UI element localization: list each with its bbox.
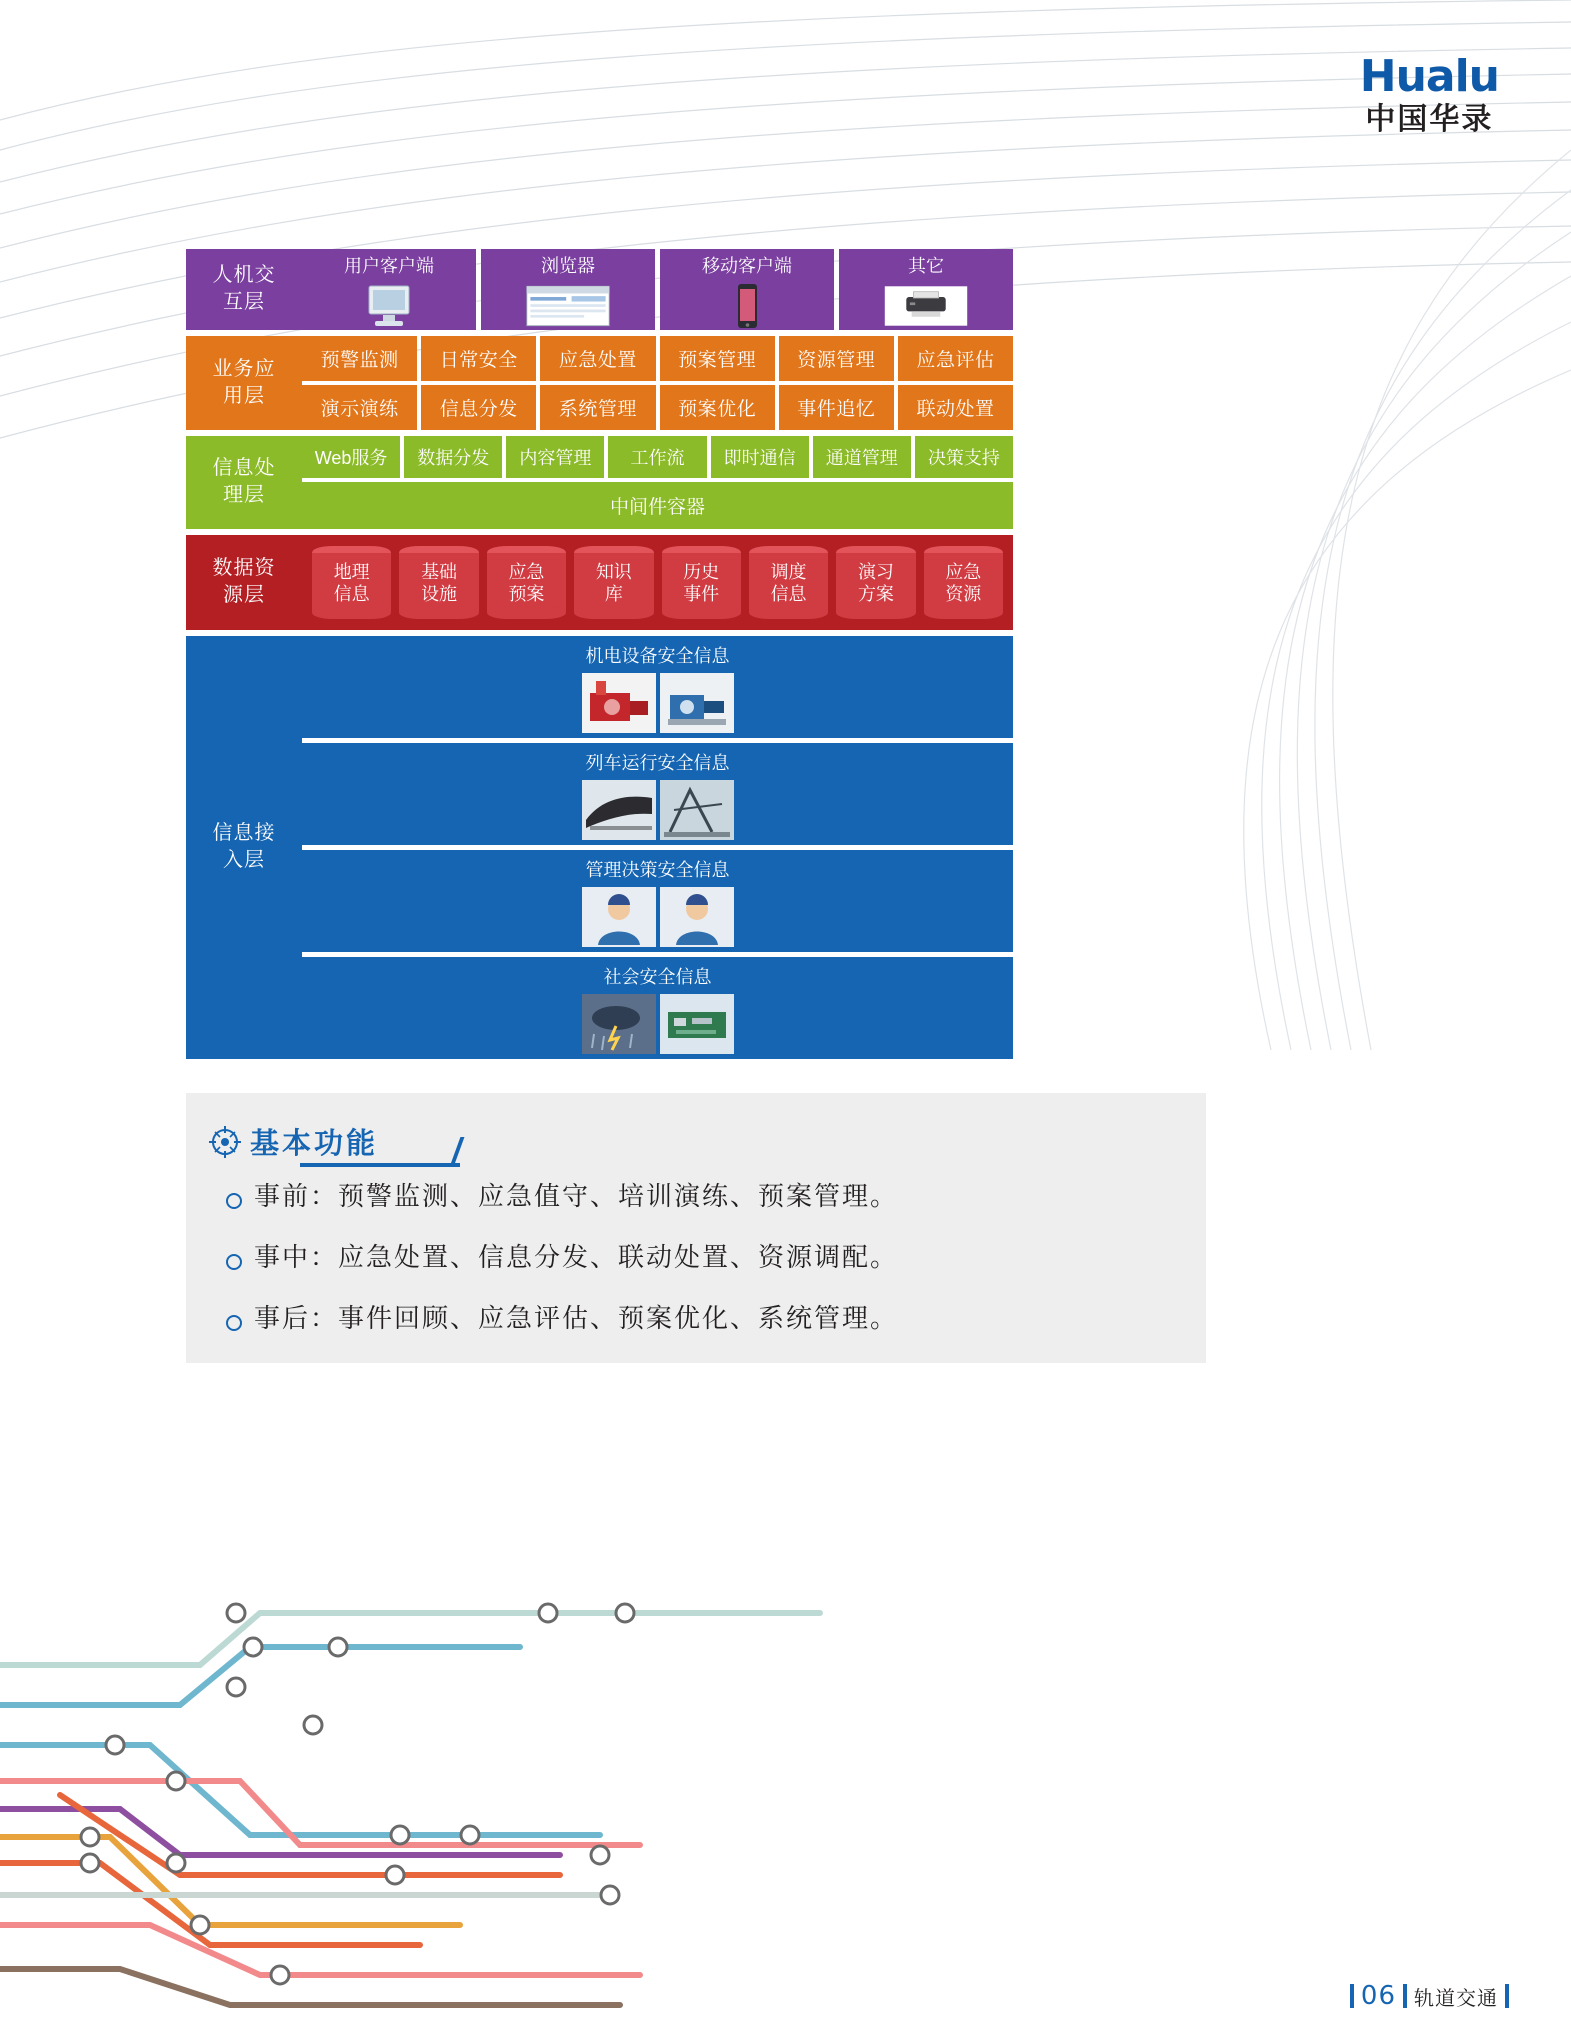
smartphone-icon — [704, 282, 790, 330]
cylinder-bottom — [312, 606, 391, 619]
node-electromechanical-safety-info[interactable] — [302, 636, 1013, 738]
db-label-line: 信息 — [333, 584, 370, 605]
cylinder-body — [312, 553, 391, 612]
bullet-dot-icon — [226, 1193, 242, 1209]
node-instant-messaging[interactable]: 即时通信 — [711, 436, 809, 478]
layer-label-line: 业务应 — [212, 357, 276, 380]
db-infrastructure[interactable] — [399, 546, 478, 619]
page-number: 06 — [1360, 1981, 1396, 2011]
cylinder-bottom — [574, 606, 653, 619]
layer-label-line: 理层 — [223, 484, 265, 507]
db-label-line: 基础 — [421, 561, 458, 582]
footer-bar — [1403, 1984, 1407, 2008]
cylinder-bottom — [924, 606, 1003, 619]
layer-label-line: 信息接 — [212, 822, 276, 845]
layer-label-line: 互层 — [223, 291, 265, 314]
list-item — [226, 1302, 1206, 1336]
cylinder-body — [574, 553, 653, 612]
bullet-text: 事前：预警监测、应急值守、培训演练、预案管理。 — [254, 1181, 899, 1211]
bullet-text: 事中：应急处置、信息分发、联动处置、资源调配。 — [254, 1241, 899, 1272]
panel-title-underline — [300, 1163, 460, 1167]
layer-label-information-processing — [186, 436, 302, 529]
cylinder-body — [487, 553, 566, 612]
node-mobile-client[interactable] — [660, 249, 834, 330]
layer-label-line: 数据资 — [212, 557, 276, 580]
page-footer — [1343, 1981, 1509, 2011]
db-geographic-information[interactable] — [312, 546, 391, 619]
basic-functions-panel — [186, 1093, 1206, 1363]
thumb-group — [582, 780, 734, 845]
node-middleware-container[interactable]: 中间件容器 — [302, 482, 1013, 529]
operator-person-icon — [582, 887, 656, 947]
business-row-2 — [302, 385, 1013, 430]
node-plan-management[interactable]: 预案管理 — [660, 336, 775, 381]
layer-label-information-access — [186, 636, 302, 1059]
db-label-line: 演习 — [857, 561, 894, 582]
node-label: 社会安全信息 — [603, 966, 712, 987]
cylinder-body — [749, 553, 828, 612]
business-row-1 — [302, 336, 1013, 381]
metro-line-decoration — [0, 1595, 840, 2015]
node-label: 其它 — [908, 256, 944, 276]
node-label: 机电设备安全信息 — [585, 645, 730, 666]
db-label-line: 历史 — [683, 561, 720, 582]
list-item — [226, 1180, 1206, 1214]
node-management-decision-safety-info[interactable] — [302, 850, 1013, 952]
bullet-dot-icon — [226, 1315, 242, 1331]
layer-body-information-access — [302, 636, 1013, 1059]
panel-title: 基本功能 — [250, 1128, 379, 1160]
thumb-group — [582, 673, 734, 738]
circuit-board-icon — [660, 994, 734, 1054]
node-content-management[interactable]: 内容管理 — [506, 436, 604, 478]
node-user-client[interactable] — [302, 249, 476, 330]
bullet-dot-icon — [226, 1254, 242, 1270]
db-label-line: 地理 — [333, 561, 370, 582]
layer-label-line: 用层 — [223, 384, 265, 407]
node-demo-drill[interactable]: 演示演练 — [302, 385, 417, 430]
node-channel-management[interactable]: 通道管理 — [813, 436, 911, 478]
footer-section-label: 轨道交通 — [1414, 1987, 1498, 2010]
compass-star-icon — [208, 1125, 242, 1159]
layer-row-information-access — [186, 636, 1013, 1059]
db-dispatch-information[interactable] — [749, 546, 828, 619]
node-event-recall[interactable]: 事件追忆 — [779, 385, 894, 430]
cylinder-bottom — [662, 606, 741, 619]
db-label-line: 资源 — [945, 584, 982, 605]
layer-body-information-processing — [302, 436, 1013, 529]
cylinder-body — [662, 553, 741, 612]
layer-body-business-application — [302, 336, 1013, 430]
node-emergency-response[interactable]: 应急处置 — [540, 336, 655, 381]
node-emergency-assessment[interactable]: 应急评估 — [898, 336, 1013, 381]
db-label-line: 信息 — [770, 584, 807, 605]
db-label-line: 调度 — [770, 561, 807, 582]
layer-row-human-interaction — [186, 249, 1013, 330]
node-label: 列车运行安全信息 — [585, 752, 730, 773]
node-plan-optimization[interactable]: 预案优化 — [660, 385, 775, 430]
layer-row-data-resource — [186, 535, 1013, 630]
node-decision-support[interactable]: 决策支持 — [915, 436, 1013, 478]
node-early-warning-monitoring[interactable]: 预警监测 — [302, 336, 417, 381]
footer-bar — [1505, 1984, 1509, 2008]
node-system-management[interactable]: 系统管理 — [540, 385, 655, 430]
node-daily-safety[interactable]: 日常安全 — [421, 336, 536, 381]
list-item — [226, 1241, 1206, 1275]
desktop-computer-icon — [346, 282, 432, 330]
processing-row — [302, 436, 1013, 478]
cylinder-bottom — [749, 606, 828, 619]
node-web-service[interactable]: Web服务 — [302, 436, 400, 478]
node-linkage-response[interactable]: 联动处置 — [898, 385, 1013, 430]
cylinder-bottom — [399, 606, 478, 619]
db-label-line: 应急 — [945, 561, 982, 582]
node-resource-management[interactable]: 资源管理 — [779, 336, 894, 381]
pump-equipment-icon — [582, 673, 656, 733]
db-drill-scheme[interactable] — [836, 546, 915, 619]
node-other[interactable] — [839, 249, 1013, 330]
logo-english: Hualu — [1359, 51, 1499, 102]
node-social-safety-info[interactable] — [302, 957, 1013, 1059]
printer-icon — [883, 282, 969, 330]
db-historical-events[interactable] — [662, 546, 741, 619]
node-data-distribution[interactable]: 数据分发 — [404, 436, 502, 478]
node-train-operation-safety-info[interactable] — [302, 743, 1013, 845]
layer-label-line: 人机交 — [212, 264, 276, 287]
footer-bar — [1350, 1984, 1354, 2008]
node-label: 用户客户端 — [344, 256, 434, 276]
background-swoosh-right — [951, 150, 1571, 1050]
bullet-text: 事后：事件回顾、应急评估、预案优化、系统管理。 — [254, 1302, 899, 1333]
node-browser[interactable] — [481, 249, 655, 330]
node-label: 管理决策安全信息 — [585, 859, 730, 880]
cylinder-body — [924, 553, 1003, 612]
train-icon — [582, 780, 656, 840]
db-label-line: 知识 — [595, 561, 632, 582]
db-label-line: 预案 — [508, 584, 545, 605]
operator-person-icon — [660, 887, 734, 947]
architecture-diagram — [186, 249, 1013, 1065]
storm-weather-icon — [582, 994, 656, 1054]
layer-body-data-resource — [302, 535, 1013, 630]
bullet-list — [186, 1162, 1206, 1335]
cylinder-body — [836, 553, 915, 612]
catenary-icon — [660, 780, 734, 840]
node-label: 浏览器 — [541, 256, 595, 276]
layer-label-line: 信息处 — [212, 457, 276, 480]
cylinder-bottom — [487, 606, 566, 619]
brand-logo — [1359, 51, 1499, 137]
db-label-line: 应急 — [508, 561, 545, 582]
layer-label-line: 入层 — [223, 849, 265, 872]
layer-row-business-application — [186, 336, 1013, 430]
db-label-line: 事件 — [683, 584, 720, 605]
layer-label-human-interaction — [186, 249, 302, 330]
cylinder-body — [399, 553, 478, 612]
node-information-distribution[interactable]: 信息分发 — [421, 385, 536, 430]
db-label-line: 设施 — [421, 584, 458, 605]
db-knowledge-base[interactable] — [574, 546, 653, 619]
layer-label-line: 源层 — [223, 584, 265, 607]
layer-label-data-resource — [186, 535, 302, 630]
layer-label-business-application — [186, 336, 302, 430]
panel-header — [186, 1093, 1206, 1162]
db-emergency-plan[interactable] — [487, 546, 566, 619]
layer-body-human-interaction — [302, 249, 1013, 330]
database-cylinder-group — [302, 535, 1013, 630]
logo-chinese: 中国华录 — [1365, 102, 1494, 137]
thumb-group — [582, 887, 734, 952]
thumb-group — [582, 994, 734, 1059]
node-workflow[interactable]: 工作流 — [608, 436, 706, 478]
browser-window-icon — [525, 282, 611, 330]
db-label-line: 库 — [604, 584, 623, 605]
db-label-line: 方案 — [857, 584, 894, 605]
db-emergency-resource[interactable] — [924, 546, 1003, 619]
node-label: 移动客户端 — [702, 256, 792, 276]
cylinder-bottom — [836, 606, 915, 619]
motor-equipment-icon — [660, 673, 734, 733]
layer-row-information-processing — [186, 436, 1013, 529]
